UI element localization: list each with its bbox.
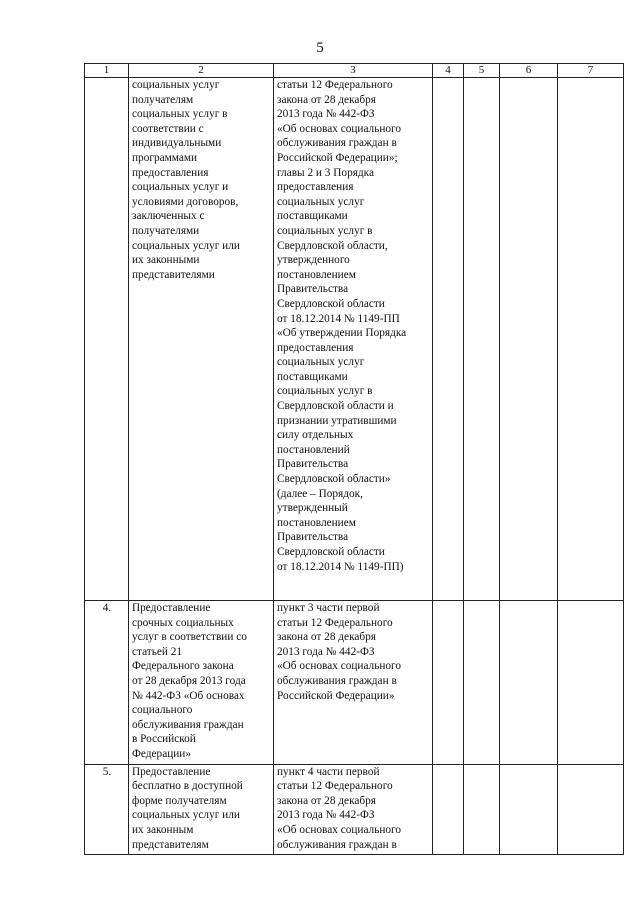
- header-cell-6: 6: [500, 64, 558, 78]
- row-number: [85, 78, 129, 601]
- empty-cell: [500, 78, 558, 601]
- service-text: Предоставление бесплатно в доступной форме получателям социальных услуг или их законным представителям: [132, 765, 243, 851]
- header-cell-7: 7: [558, 64, 624, 78]
- empty-cell: [464, 601, 500, 765]
- empty-cell: [500, 601, 558, 765]
- empty-cell: [558, 601, 624, 765]
- header-cell-4: 4: [433, 64, 464, 78]
- basis-cell: [274, 601, 433, 765]
- empty-cell: [464, 78, 500, 601]
- header-cell-3: 3: [274, 64, 433, 78]
- service-cell: [129, 78, 274, 601]
- header-row: [85, 64, 624, 78]
- basis-text: пункт 4 части первой статьи 12 Федерального закона от 28 декабря 2013 года № 442-ФЗ «Об основах социального обслуживания граждан в: [277, 765, 402, 851]
- header-cell-2: 2: [129, 64, 274, 78]
- empty-cell: [433, 78, 464, 601]
- basis-cell: [274, 764, 433, 855]
- empty-cell: [433, 764, 464, 855]
- service-cell: [129, 601, 274, 765]
- row-number: 4.: [85, 601, 129, 765]
- services-table: [84, 63, 624, 855]
- header-cell-5: 5: [464, 64, 500, 78]
- service-text: социальных услуг получателям социальных услуг в соответствии с индивидуальными программами предоставления социальных услуг и условиями договоров, заключенных с получателями социальных услуг или их законными представителями: [132, 79, 240, 281]
- empty-cell: [558, 764, 624, 855]
- page-number: 5: [316, 40, 324, 56]
- basis-text: статьи 12 Федерального закона от 28 декабря 2013 года № 442-ФЗ «Об основах социального обслуживания граждан в Российской Федерации»; главы 2 и 3 Порядка предоставления социальных услуг поставщиками социальных услуг в Свердловской области, утвержденного постановлением Правительства Свердловской области от 18.12.2014 № 1149-ПП «Об утверждении Порядка предоставления социальных услуг поставщиками социальных услуг в Свердловской области и признании утратившими силу отдельных постановлений Правительства Свердловской области» (далее – Порядок, утвержденный постановлением Правительства Свердловской области от 18.12.2014 № 1149-ПП): [277, 79, 407, 573]
- table-row: [85, 601, 624, 765]
- service-cell: [129, 764, 274, 855]
- basis-cell: [274, 78, 433, 601]
- empty-cell: [500, 764, 558, 855]
- basis-text: пункт 3 части первой статьи 12 Федерального закона от 28 декабря 2013 года № 442-ФЗ «Об основах социального обслуживания граждан в Российской Федерации»: [277, 602, 402, 702]
- table-row: [85, 764, 624, 855]
- header-cell-1: 1: [85, 64, 129, 78]
- row-number: 5.: [85, 764, 129, 855]
- table-row: [85, 78, 624, 601]
- empty-cell: [433, 601, 464, 765]
- empty-cell: [464, 764, 500, 855]
- service-text: Предоставление срочных социальных услуг в соответствии со статьей 21 Федерального закона от 28 декабря 2013 года № 442-ФЗ «Об основах социального обслуживания граждан в Российской Федерации»: [132, 602, 247, 760]
- empty-cell: [558, 78, 624, 601]
